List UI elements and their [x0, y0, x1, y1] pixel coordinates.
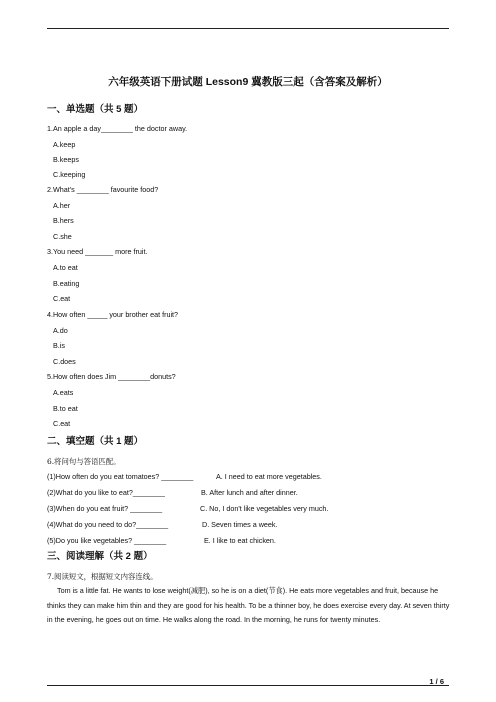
- match-answer-c: C. No, I don't like vegetables very much.: [200, 504, 329, 513]
- option-3b: B.eating: [53, 279, 80, 288]
- document-title: 六年级英语下册试题 Lesson9 冀教版三起（含答案及解析）: [108, 76, 388, 88]
- section-heading-reading: 三、阅读理解（共 2 题）: [47, 551, 153, 562]
- question-2: 2.What's ________ favourite food?: [47, 185, 159, 194]
- option-4a: A.do: [53, 326, 68, 335]
- option-2a: A.her: [53, 201, 71, 210]
- option-1c: C.keeping: [53, 170, 86, 179]
- question-4: 4.How often _____ your brother eat fruit?: [47, 310, 179, 319]
- match-answer-d: D. Seven times a week.: [202, 520, 278, 529]
- match-question-2: (2)What do you like to eat?________: [47, 488, 165, 497]
- page-number: 1 / 6: [429, 677, 444, 686]
- option-1a: A.keep: [53, 140, 76, 149]
- match-answer-a: A. I need to eat more vegetables.: [216, 472, 322, 481]
- match-question-5: (5)Do you like vegetables? ________: [47, 536, 167, 545]
- section-heading-fill-blank: 二、填空题（共 1 题）: [47, 436, 144, 447]
- option-4c: C.does: [53, 357, 76, 366]
- option-5b: B.to eat: [53, 404, 78, 413]
- match-answer-e: E. I like to eat chicken.: [204, 536, 276, 545]
- question-1: 1.An apple a day________ the doctor away.: [47, 124, 188, 133]
- matching-instruction: 6.将问句与答语匹配。: [47, 457, 121, 466]
- match-answer-b: B. After lunch and after dinner.: [201, 488, 298, 497]
- match-question-1: (1)How often do you eat tomatoes? ________: [47, 472, 194, 481]
- option-5c: C.eat: [53, 419, 71, 428]
- option-2b: B.hers: [53, 216, 74, 225]
- footer-rule: [47, 685, 449, 686]
- option-5a: A.eats: [53, 388, 74, 397]
- match-question-4: (4)What do you need to do?________: [47, 520, 169, 529]
- section-heading-single-choice: 一、单选题（共 5 题）: [47, 104, 144, 115]
- option-3a: A.to eat: [53, 263, 78, 272]
- header-rule: [47, 28, 449, 29]
- question-5: 5.How often does Jim ________donuts?: [47, 372, 176, 381]
- option-3c: C.eat: [53, 294, 71, 303]
- option-1b: B.keeps: [53, 155, 79, 164]
- reading-instruction: 7.阅读短文，根据短文内容连线。: [47, 572, 158, 581]
- option-4b: B.is: [53, 341, 65, 350]
- match-question-3: (3)When do you eat fruit? ________: [47, 504, 163, 513]
- option-2c: C.she: [53, 232, 72, 241]
- question-3: 3.You need _______ more fruit.: [47, 247, 148, 256]
- reading-passage: Tom is a little fat. He wants to lose weight(减肥), so he is on a diet(节食). He eats more vegetables and fruit, because he thinks they can make him thin and they are good for his health. To be a thinner boy, he does exercise every day. At seven thirty in the evening, he goes out on time. He walks along the road. In the morning, he runs for twenty minutes.: [47, 586, 450, 624]
